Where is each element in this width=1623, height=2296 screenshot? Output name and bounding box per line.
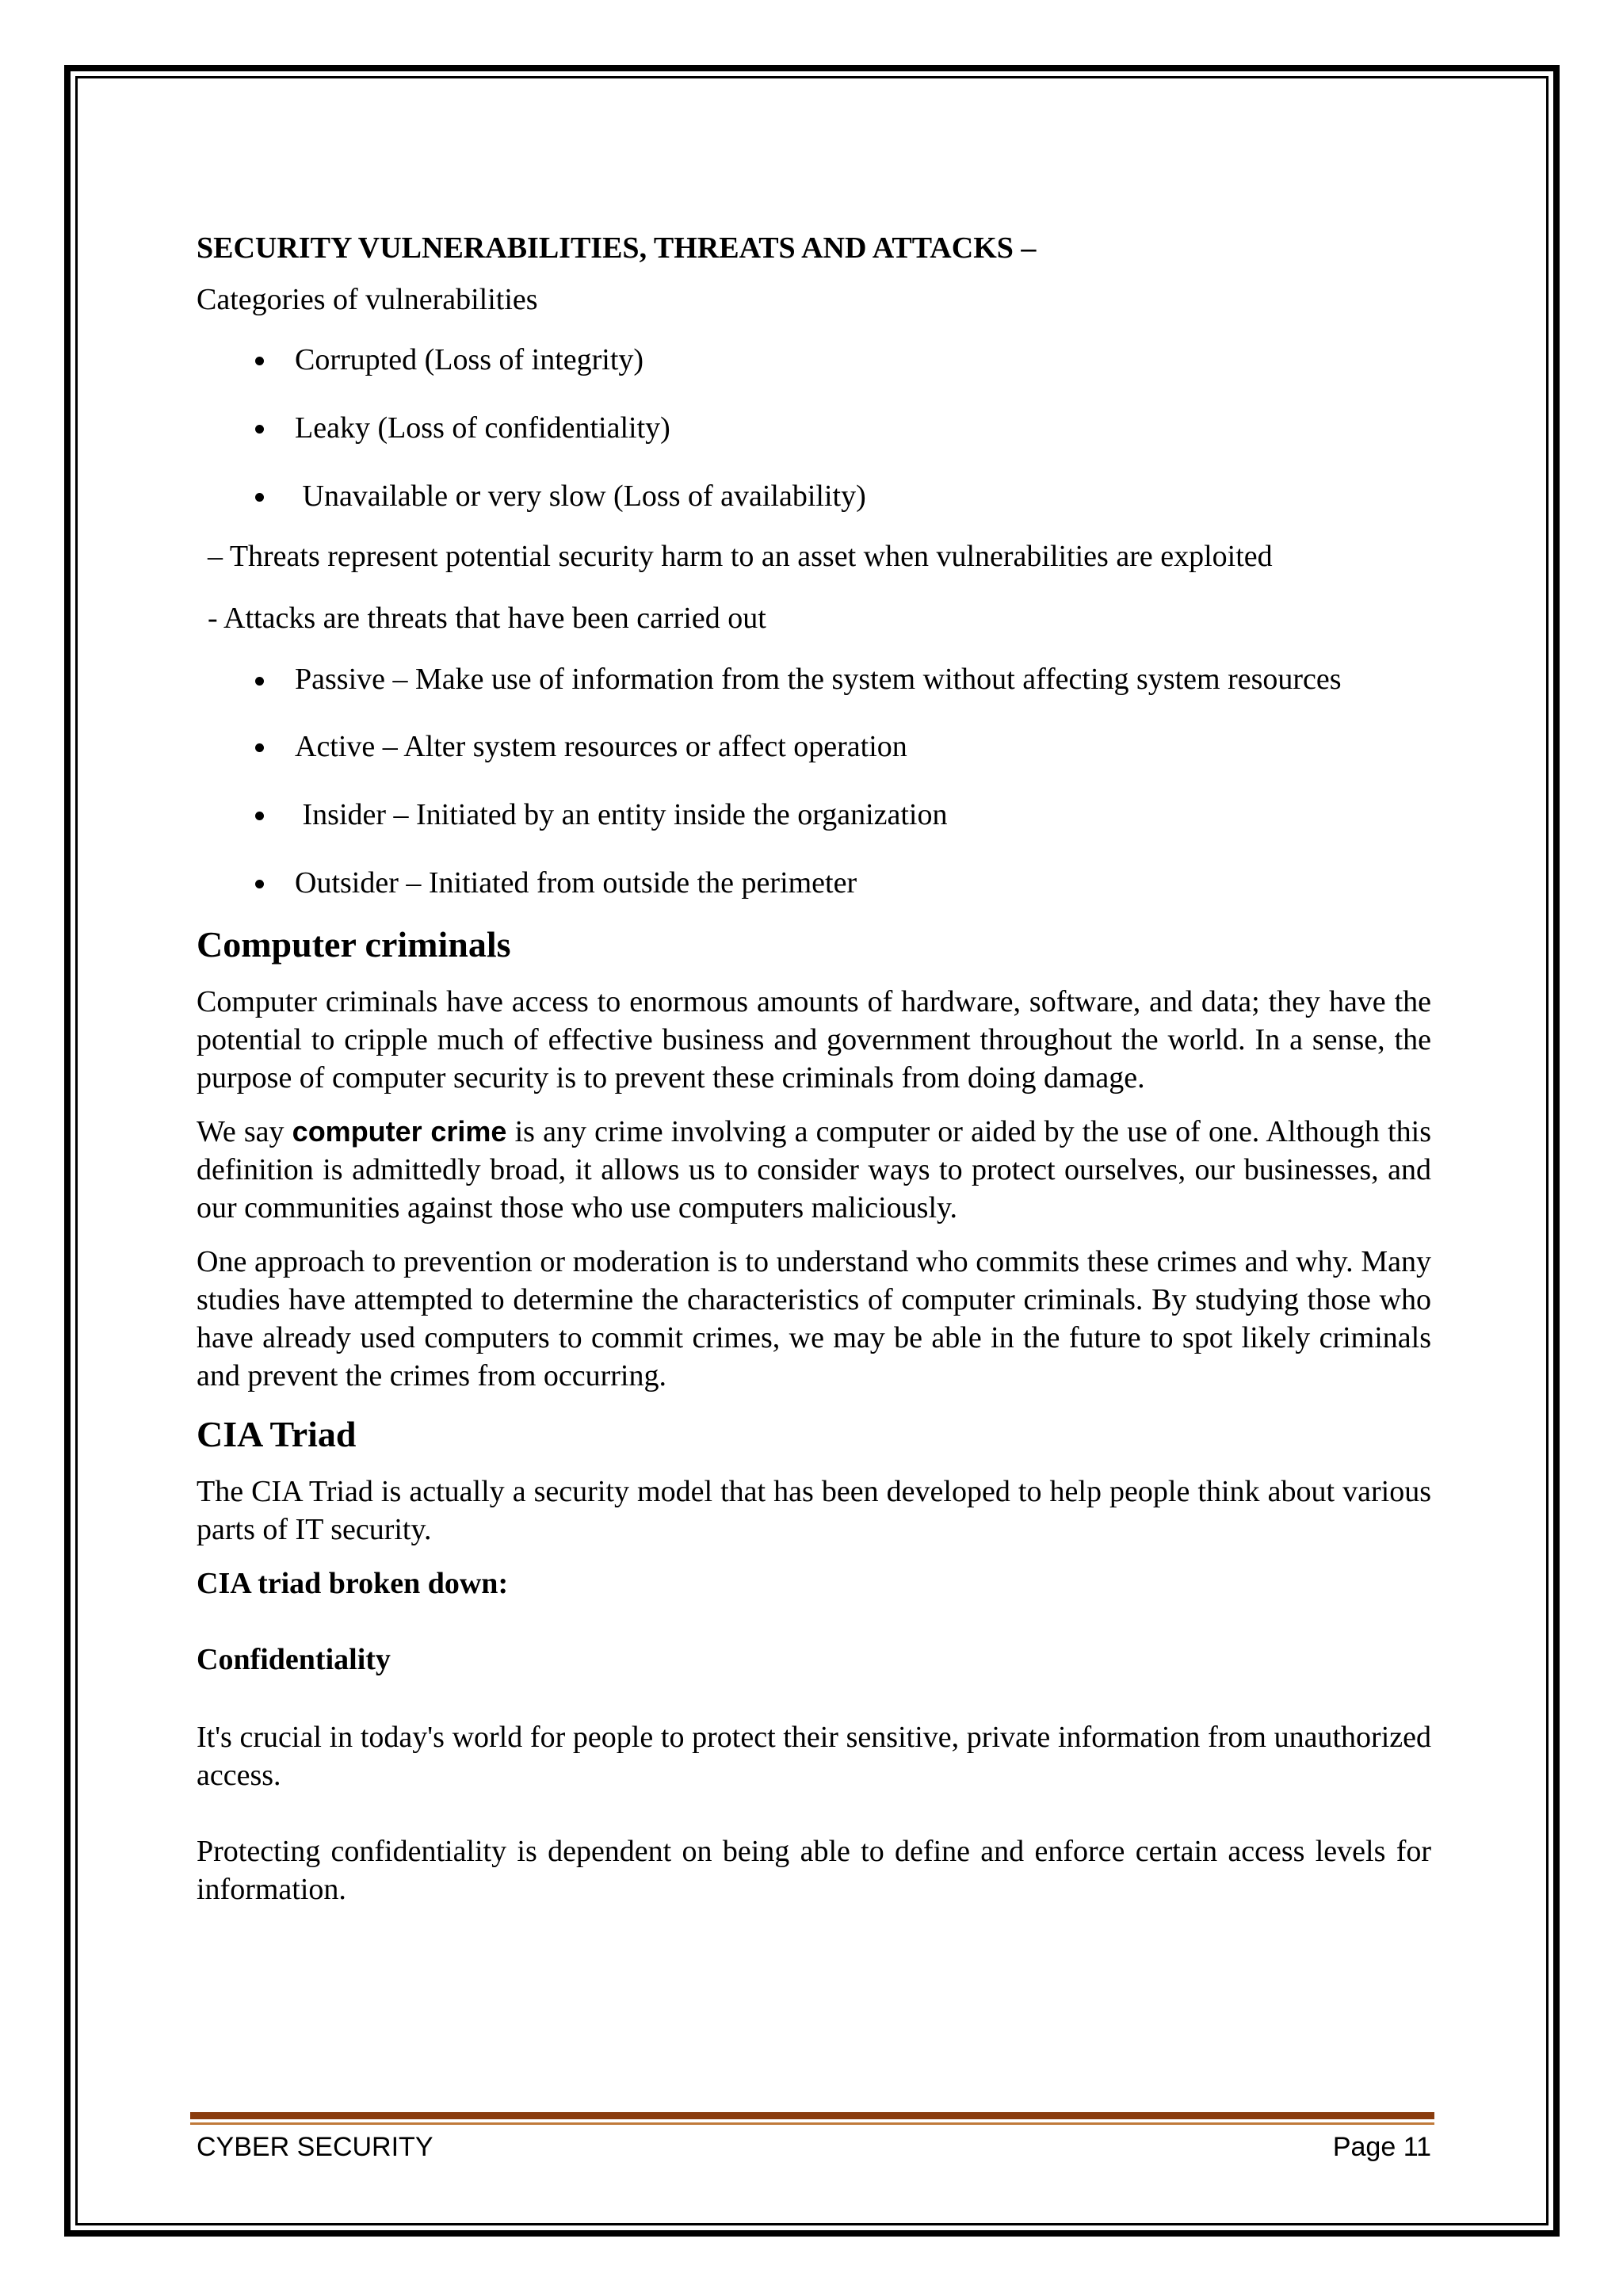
- criminals-paragraph-1: Computer criminals have access to enormous amounts of hardware, software, and data; they have the potential to cripple much of effective business and government throughout the world. In a sense, the purpose of computer security is to prevent these criminals from doing damage.: [197, 985, 1431, 1095]
- page-number: Page 11: [1332, 2132, 1431, 2162]
- bullet-icon: [255, 812, 264, 820]
- computer-crime-term: computer crime: [292, 1115, 507, 1148]
- list-item: Active – Alter system resources or affect operation: [197, 728, 1431, 766]
- footer-title: CYBER SECURITY: [197, 2132, 433, 2162]
- attack-type-list: [197, 661, 1431, 902]
- criminals-paragraph-2: We say computer crime is any crime involving a computer or aided by the use of one. Although this definition is admittedly broad, it allows us to consider ways to protect ourselves, our businesses, and our communities against those who use computers maliciously.: [197, 1115, 1431, 1224]
- list-item: Outsider – Initiated from outside the perimeter: [197, 864, 1431, 902]
- list-item: Insider – Initiated by an entity inside the organization: [197, 796, 1431, 834]
- cia-broken-down-heading: CIA triad broken down:: [197, 1567, 509, 1600]
- confidentiality-paragraph-2: Protecting confidentiality is dependent on being able to define and enforce certain access levels for information.: [197, 1835, 1431, 1906]
- list-item: Unavailable or very slow (Loss of availability): [197, 477, 1431, 515]
- bullet-icon: [255, 493, 264, 502]
- bullet-icon: [255, 743, 264, 752]
- cia-intro-paragraph: The CIA Triad is actually a security model that has been developed to help people think about various parts of IT security.: [197, 1475, 1431, 1546]
- vulnerability-list: [197, 341, 1431, 515]
- criminals-paragraph-3: One approach to prevention or moderation is to understand who commits these crimes and why. Many studies have attempted to determine the characteristics of computer criminals. By studying those who have already used computers to commit crimes, we may be able in the future to spot likely criminals and prevent the crimes from occurring.: [197, 1245, 1431, 1392]
- bullet-icon: [255, 677, 264, 686]
- footer-rule: [190, 2112, 1434, 2125]
- confidentiality-heading: Confidentiality: [197, 1643, 391, 1676]
- bullet-icon: [255, 357, 264, 365]
- list-item: Corrupted (Loss of integrity): [197, 341, 1431, 379]
- page-footer: [197, 2132, 1431, 2163]
- section-heading: SECURITY VULNERABILITIES, THREATS AND ATTACKS –: [197, 231, 1037, 265]
- list-item: Passive – Make use of information from the system without affecting system resources: [197, 661, 1431, 697]
- list-item: Leaky (Loss of confidentiality): [197, 409, 1431, 447]
- categories-label: Categories of vulnerabilities: [197, 283, 538, 316]
- page-content: [197, 230, 1431, 1908]
- confidentiality-paragraph-1: It's crucial in today's world for people to protect their sensitive, private information from unauthorized access.: [197, 1721, 1431, 1792]
- threats-line: – Threats represent potential security harm to an asset when vulnerabilities are exploited: [208, 540, 1273, 573]
- bullet-icon: [255, 880, 264, 888]
- bullet-icon: [255, 425, 264, 434]
- computer-criminals-heading: Computer criminals: [197, 924, 511, 965]
- attacks-line: - Attacks are threats that have been carried out: [208, 602, 766, 635]
- cia-triad-heading: CIA Triad: [197, 1414, 357, 1454]
